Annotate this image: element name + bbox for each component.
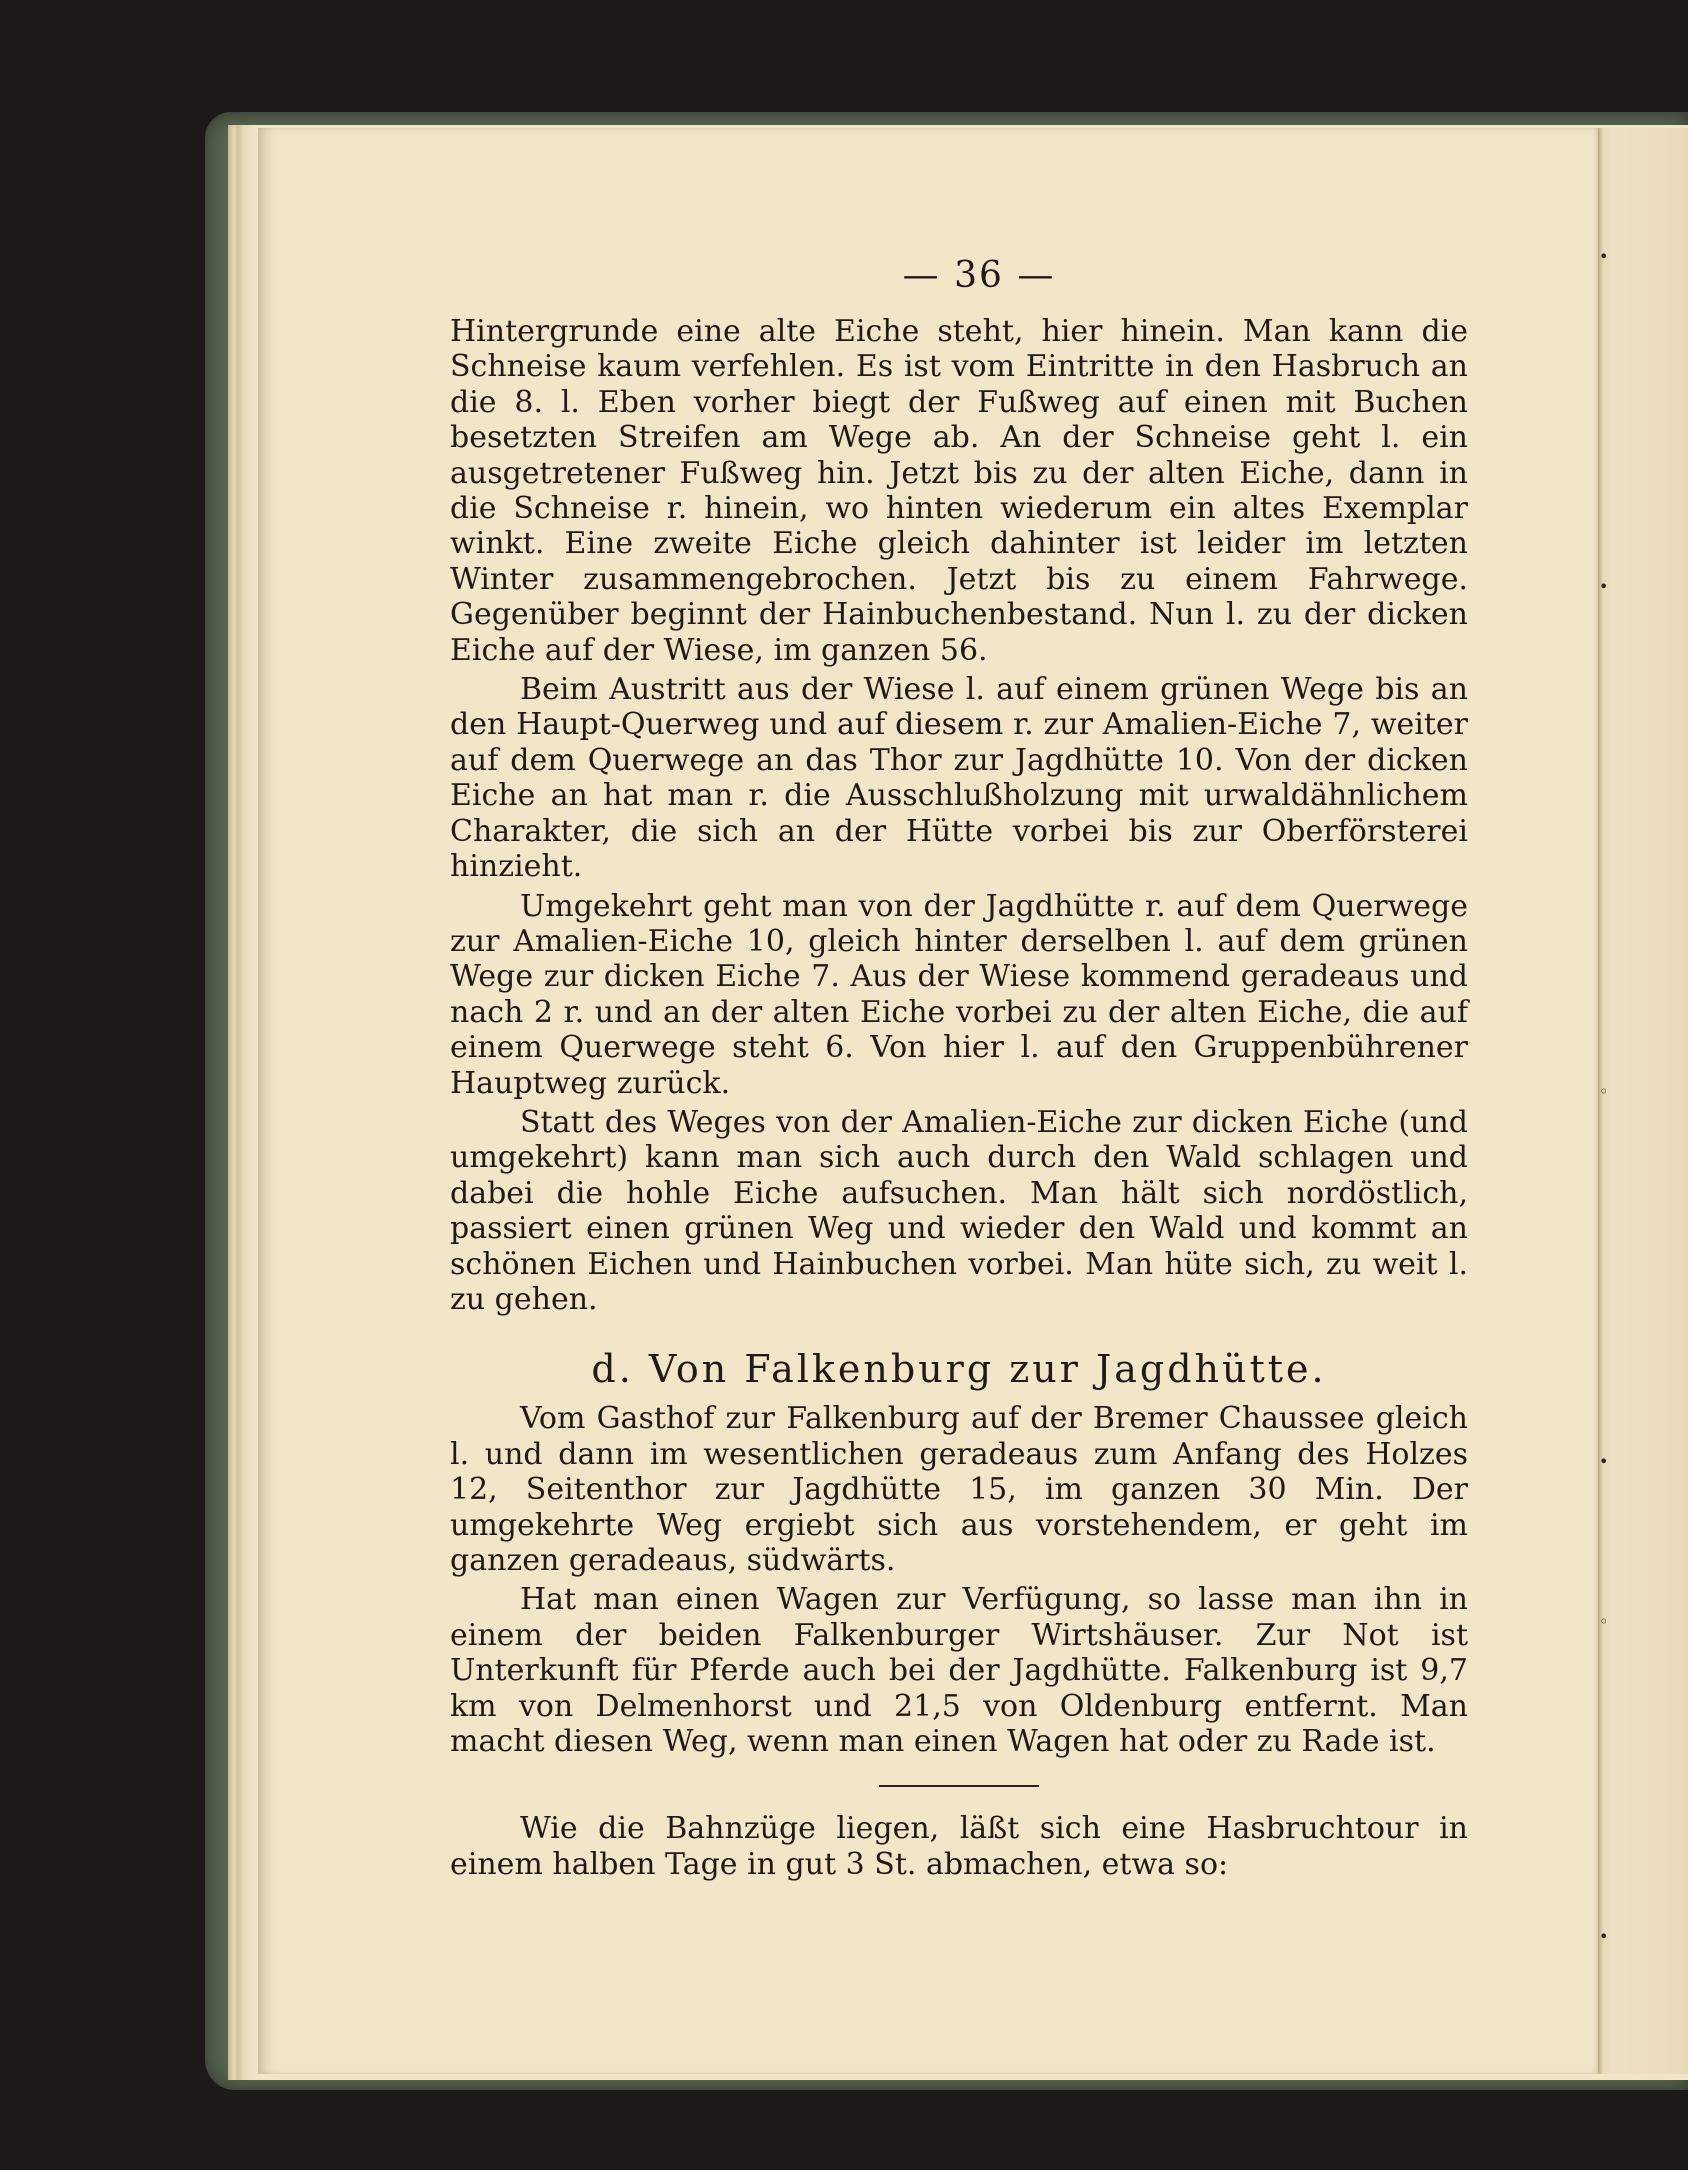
facing-page-edge xyxy=(1598,128,1688,2074)
binding-mark: • xyxy=(1599,577,1609,596)
binding-mark: ◦ xyxy=(1599,1082,1609,1101)
binding-mark: • xyxy=(1599,1452,1609,1471)
paragraph: Beim Austritt aus der Wiese l. auf einem grünen Wege bis an den Haupt-Querweg und auf diesem r. zur Amalien-Eiche 7, weiter auf dem Querwege an das Thor zur Jagdhütte 10. Von der dicken Eiche an hat man r. die Ausschlußholzung mit urwaldähnlichem Charakter, die sich an der Hütte vorbei bis zur Oberförsterei hinzieht. xyxy=(450,672,1468,885)
paragraph: Vom Gasthof zur Falkenburg auf der Bremer Chaussee gleich l. und dann im wesentlichen geradeaus zum Anfang des Holzes 12, Seitenthor zur Jagdhütte 15, im ganzen 30 Min. Der umgekehrte Weg ergiebt sich aus vorstehendem, er geht im ganzen geradeaus, südwärts. xyxy=(450,1401,1468,1578)
paragraph: Hat man einen Wagen zur Verfügung, so lasse man ihn in einem der beiden Falkenburger Wirtshäuser. Zur Not ist Unterkunft für Pferde auch bei der Jagdhütte. Falkenburg ist 9,7 km von Delmenhorst und 21,5 von Oldenburg entfernt. Man macht diesen Weg, wenn man einen Wagen hat oder zu Rade ist. xyxy=(450,1582,1468,1760)
paragraph: Umgekehrt geht man von der Jagdhütte r. auf dem Querwege zur Amalien-Eiche 10, gleich hinter derselben l. auf dem grünen Wege zur dicken Eiche 7. Aus der Wiese kommend geradeaus und nach 2 r. und an der alten Eiche vorbei zu der alten Eiche, die auf einem Querwege steht 6. Von hier l. auf den Gruppenbührener Hauptweg zurück. xyxy=(450,888,1468,1101)
binding-mark: • xyxy=(1599,1927,1609,1946)
page-text xyxy=(450,255,1468,1882)
divider-rule xyxy=(879,1785,1039,1787)
paragraph: Statt des Weges von der Amalien-Eiche zur dicken Eiche (und umgekehrt) kann man sich auch durch den Wald schlagen und dabei die hohle Eiche aufsuchen. Man hält sich nordöstlich, passiert einen grünen Weg und wieder den Wald und kommt an schönen Eichen und Hainbuchen vorbei. Man hüte sich, zu weit l. zu gehen. xyxy=(450,1104,1468,1317)
binding-mark: ◦ xyxy=(1599,1612,1609,1631)
paragraph: Wie die Bahnzüge liegen, läßt sich eine Hasbruchtour in einem halben Tage in gut 3 St. abmachen, etwa so: xyxy=(450,1811,1468,1882)
page-number: — 36 — xyxy=(902,255,1056,296)
binding-mark: • xyxy=(1599,247,1609,266)
paragraph: Hintergrunde eine alte Eiche steht, hier hinein. Man kann die Schneise kaum verfehlen. Es ist vom Eintritte in den Hasbruch an die 8. l. Eben vorher biegt der Fußweg auf einen mit Buchen besetzten Streifen am Wege ab. An der Schneise geht l. ein ausgetretener Fußweg hin. Jetzt bis zu der alten Eiche, dann in die Schneise r. hinein, wo hinten wiederum ein altes Exemplar winkt. Eine zweite Eiche gleich dahinter ist leider im letzten Winter zusammengebrochen. Jetzt bis zu einem Fahrwege. Gegenüber beginnt der Hainbuchenbestand. Nun l. zu der dicken Eiche auf der Wiese, im ganzen 56. xyxy=(450,314,1468,668)
section-heading: d. Von Falkenburg zur Jagdhütte. xyxy=(591,1347,1327,1392)
